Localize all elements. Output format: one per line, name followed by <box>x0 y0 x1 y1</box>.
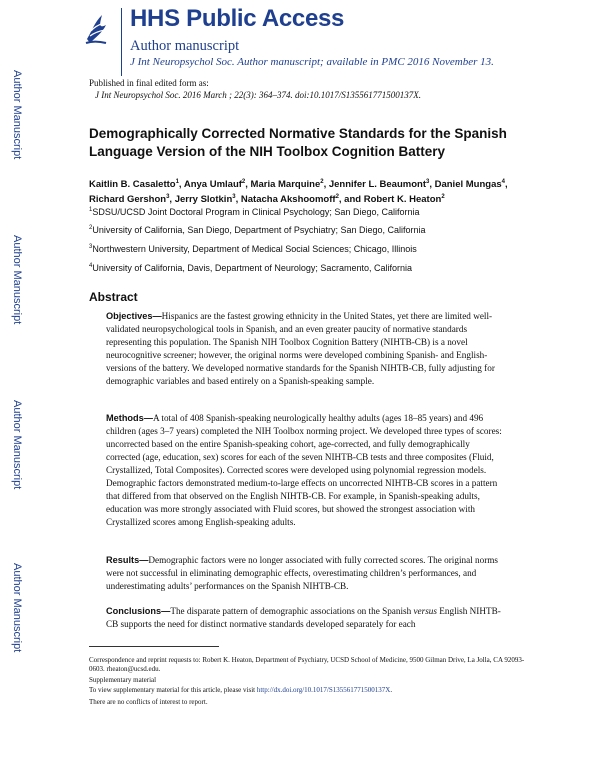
affiliation-3: $^3$Northwestern University, Department of Medical Social Sciences; Chicago, Illinois <box>89 244 417 254</box>
abstract-results: Results—Demographic factors were no longer associated with fully corrected scores. The original norms were not successful in eliminating demographic effects, overestimating children’s performances, and underestimating adults’ performances on the Spanish NIHTB-CB. <box>106 555 498 591</box>
side-label-4: Author Manuscript <box>11 563 23 653</box>
side-label-2: Author Manuscript <box>11 235 23 325</box>
supplementary-link[interactable]: http://dx.doi.org/10.1017/S135561771500137X <box>256 686 391 694</box>
published-label: Published in final edited form as: <box>89 78 209 88</box>
hhs-title: HHS Public Access <box>130 5 345 32</box>
published-citation: J Int Neuropsychol Soc. 2016 March ; 22(3): 364–374. doi:10.1017/S135561771500137X. <box>95 90 422 100</box>
side-label-1: Author Manuscript <box>11 70 23 160</box>
abstract-conclusions: Conclusions—The disparate pattern of demographic associations on the Spanish versus English NIHTB-CB supports the need for distinct normative standards developed separately for each <box>106 606 501 629</box>
footnote-rule <box>89 646 219 647</box>
correspondence-note: Correspondence and reprint requests to: Robert K. Heaton, Department of Psychiatry, UCSD School of Medicine, 9500 Gilman Drive, La Jolla, CA 92093-0603. rheaton@ucsd.edu. <box>89 656 525 673</box>
abstract-methods: Methods—A total of 408 Spanish-speaking neurologically healthy adults (ages 18–85 years) and 496 children (ages 3–7 years) completed the NIH Toolbox norming project. We developed three types of scores: uncorrected based on the entire Spanish-speaking cohort, age-corrected, and fully demographically corrected (age, education, sex) scores for each of the seven NIHTB-CB tests and three composites (Fluid, Crystallized, Total Composites). Corrected scores were developed using polynomial regression models. Demographic factors demonstrated medium-to-large effects on uncorrected NIHTB-CB scores in a pattern that differed from that observed on the English NIHTB-CB. For example, in Spanish-speaking adults, education was more strongly associated with Fluid scores, but showed the strongest association with Crystallized scores among English-speaking adults. <box>106 413 502 527</box>
supplementary-note: To view supplementary material for this article, please visit http://dx.doi.org/10.1017/S135561771500137X. <box>89 686 393 694</box>
affiliation-4: $^4$University of California, Davis, Department of Neurology; Sacramento, California <box>89 263 412 273</box>
header-divider <box>121 8 122 76</box>
manuscript-label: Author manuscript <box>130 38 240 54</box>
supplementary-heading: Supplementary material <box>89 676 157 684</box>
side-label-3: Author Manuscript <box>11 400 23 490</box>
hhs-eagle-logo-icon <box>82 9 112 49</box>
abstract-heading: Abstract <box>89 290 138 304</box>
affiliation-1: $^1$SDSU/UCSD Joint Doctoral Program in Clinical Psychology; San Diego, California <box>89 207 420 217</box>
author-list: Kaitlin B. Casaletto$^1$, Anya Umlauf$^2$, Maria Marquine$^2$, Jennifer L. Beaumont$^3$, Daniel Mungas$^4$, Richard Gershon$^3$, Jerry Slotkin$^3$, Natacha Akshoomoff$^2$, and Robert K. Heaton$^2$ <box>89 179 508 206</box>
journal-availability: J Int Neuropsychol Soc. Author manuscript; available in PMC 2016 November 13. <box>130 56 494 68</box>
conflicts-note: There are no conflicts of interest to report. <box>89 698 208 706</box>
article-title: Demographically Corrected Normative Standards for the Spanish Language Version of the NIH Toolbox Cognition Battery <box>89 126 507 159</box>
abstract-objectives: Objectives—Hispanics are the fastest growing ethnicity in the United States, yet there are limited well-validated neuropsychological tools in Spanish, and an even greater paucity of normative standards representing this population. The Spanish NIH Toolbox Cognition Battery (NIHTB-CB) is a novel neurocognitive screener; however, the original norms were developed combining Spanish- and English-versions of the battery. We developed normative standards for the Spanish NIHTB-CB, fully adjusting for demographic variables and based entirely on a Spanish-speaking sample. <box>106 311 495 386</box>
affiliation-2: $^2$University of California, San Diego, Department of Psychiatry; San Diego, California <box>89 225 426 235</box>
